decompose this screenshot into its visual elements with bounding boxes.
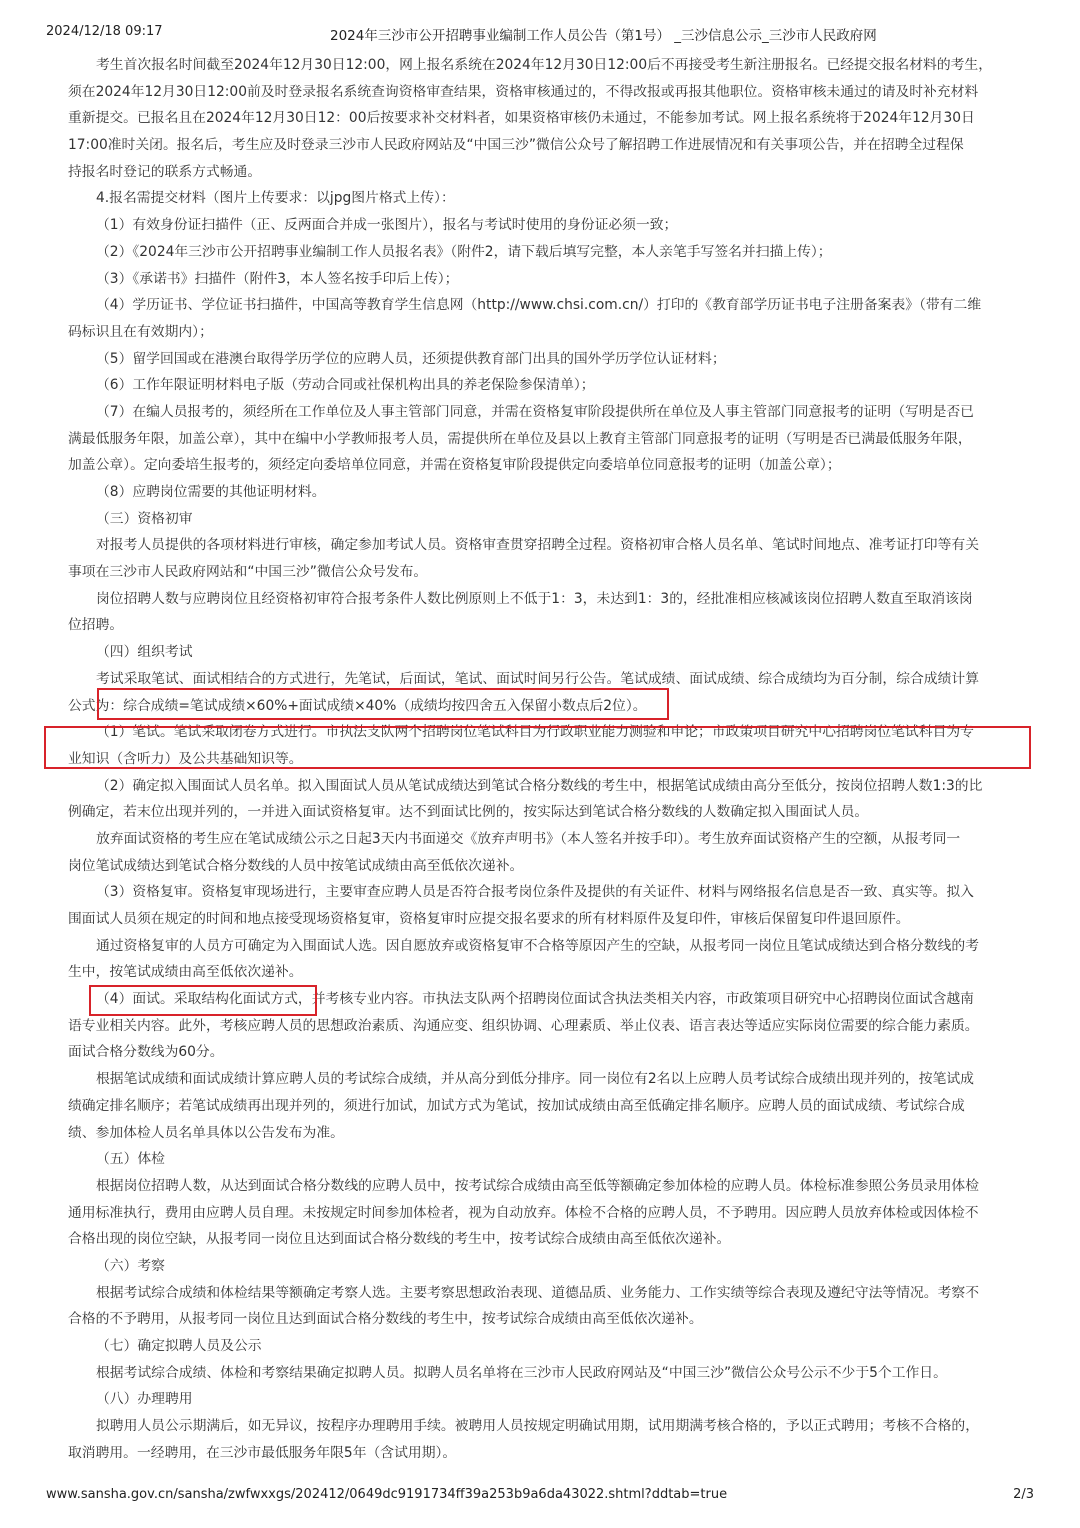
text-line: 重新提交。已报名且在2024年12月30日12：00后按要求补交材料者，如果资格审核仍未通过，不能参加考试。网上报名系统将于2024年12月30日 bbox=[68, 110, 975, 127]
text-line: 语专业相关内容。此外，考核应聘人员的思想政治素质、沟通应变、组织协调、心理素质、举止仪表、语言表达等适应实际岗位需要的综合能力素质。 bbox=[68, 1017, 979, 1034]
text-line: 位招聘。 bbox=[68, 617, 124, 634]
text-line: 码标识且在有效期内）； bbox=[68, 323, 213, 340]
text-line: 公式为：综合成绩=笔试成绩×60%+面试成绩×40%（成绩均按四舍五入保留小数点后2位）。 bbox=[68, 697, 647, 714]
text-line: （四）组织考试 bbox=[96, 644, 193, 661]
text-line: 合格的不予聘用，从报考同一岗位且达到面试合格分数线的考生中，按考试综合成绩由高至低依次递补。 bbox=[68, 1311, 703, 1328]
text-line: 根据考试综合成绩和体检结果等额确定考察人选。主要考察思想政治表现、道德品质、业务能力、工作实绩等综合表现及遵纪守法等情况。考察不 bbox=[96, 1284, 979, 1301]
text-line: 绩确定排名顺序；若笔试成绩再出现并列的，须进行加试，加试方式为笔试，按加试成绩由高至低确定排名顺序。应聘人员的面试成绩、考试综合成 bbox=[68, 1097, 965, 1114]
text-line: （1）有效身份证扫描件（正、反两面合并成一张图片），报名与考试时使用的身份证必须一致； bbox=[96, 217, 678, 234]
text-line: 根据考试综合成绩、体检和考察结果确定拟聘人员。拟聘人员名单将在三沙市人民政府网站及“中国三沙”微信公众号公示不少于5个工作日。 bbox=[96, 1364, 947, 1381]
text-line: 加盖公章）。定向委培生报考的，须经定向委培单位同意，并需在资格复审阶段提供定向委培单位同意报考的证明（加盖公章）； bbox=[68, 457, 841, 474]
text-line: （3）《承诺书》扫描件（附件3，本人签名按手印后上传）； bbox=[96, 270, 459, 287]
text-line: 业知识（含听力）及公共基础知识等。 bbox=[68, 750, 303, 767]
document-body bbox=[68, 52, 1012, 1466]
text-line: 生中，按笔试成绩由高至低依次递补。 bbox=[68, 964, 303, 981]
text-line: 绩、参加体检人员名单具体以公告发布为准。 bbox=[68, 1124, 344, 1141]
text-line: （4）面试。采取结构化面试方式，并考核专业内容。市执法支队两个招聘岗位面试含执法类相关内容，市政策项目研究中心招聘岗位面试含越南 bbox=[96, 991, 974, 1008]
text-line: 考试采取笔试、面试相结合的方式进行，先笔试，后面试，笔试、面试时间另行公告。笔试成绩、面试成绩、综合成绩均为百分制，综合成绩计算 bbox=[96, 670, 979, 687]
text-line: （6）工作年限证明材料电子版（劳动合同或社保机构出具的养老保险参保清单）； bbox=[96, 377, 595, 394]
page-title: 2024年三沙市公开招聘事业编制工作人员公告（第1号） _三沙信息公示_三沙市人民政府网 bbox=[330, 28, 877, 44]
text-line: 对报考人员提供的各项材料进行审核，确定参加考试人员。资格审查贯穿招聘全过程。资格初审合格人员名单、笔试时间地点、准考证打印等有关 bbox=[96, 537, 979, 554]
text-line: （5）留学回国或在港澳台取得学历学位的应聘人员，还须提供教育部门出具的国外学历学位认证材料； bbox=[96, 350, 726, 367]
text-line: 岗位招聘人数与应聘岗位且经资格初审符合报考条件人数比例原则上不低于1：3，未达到1：3的，经批准相应核减该岗位招聘人数直至取消该岗 bbox=[96, 590, 973, 607]
text-line: 通过资格复审的人员方可确定为入围面试人选。因自愿放弃或资格复审不合格等原因产生的空缺，从报考同一岗位且笔试成绩达到合格分数线的考 bbox=[96, 937, 979, 954]
text-line: 面试合格分数线为60分。 bbox=[68, 1044, 224, 1061]
text-line: （2）确定拟入围面试人员名单。拟入围面试人员从笔试成绩达到笔试合格分数线的考生中，根据笔试成绩由高分至低分，按岗位招聘人数1:3的比 bbox=[96, 777, 983, 794]
text-line: 考生首次报名时间截至2024年12月30日12:00，网上报名系统在2024年12月30日12:00后不再接受考生新注册报名。已经提交报名材料的考生， bbox=[96, 57, 993, 73]
text-line: 岗位笔试成绩达到笔试合格分数线的人员中按笔试成绩由高至低依次递补。 bbox=[68, 857, 524, 874]
text-line: 围面试人员须在规定的时间和地点接受现场资格复审，资格复审时应提交报名要求的所有材料原件及复印件，审核后保留复印件退回原件。 bbox=[68, 911, 910, 927]
text-line: （八）办理聘用 bbox=[96, 1391, 193, 1408]
text-line: （三）资格初审 bbox=[96, 510, 193, 527]
text-line: 合格出现的岗位空缺，从报考同一岗位且达到面试合格分数线的考生中，按考试综合成绩由高至低依次递补。 bbox=[68, 1231, 731, 1248]
text-line: 取消聘用。一经聘用，在三沙市最低服务年限5年（含试用期）。 bbox=[68, 1444, 457, 1461]
page-number: 2/3 bbox=[1013, 1487, 1034, 1502]
text-line: 拟聘用人员公示期满后，如无异议，按程序办理聘用手续。被聘用人员按规定明确试用期，试用期满考核合格的，予以正式聘用；考核不合格的， bbox=[96, 1418, 979, 1435]
text-line: （1）笔试。笔试采取闭卷方式进行。市执法支队两个招聘岗位笔试科目为行政职业能力测验和申论；市政策项目研究中心招聘岗位笔试科目为专 bbox=[96, 724, 974, 741]
text-line: 根据笔试成绩和面试成绩计算应聘人员的考试综合成绩，并从高分到低分排序。同一岗位有2名以上应聘人员考试综合成绩出现并列的，按笔试成 bbox=[96, 1071, 974, 1088]
page-url: www.sansha.gov.cn/sansha/zwfwxxgs/202412/0649dc9191734ff39a253b9a6da43022.shtml?ddtab=true bbox=[46, 1487, 728, 1502]
text-line: 事项在三沙市人民政府网站和“中国三沙”微信公众号发布。 bbox=[68, 564, 428, 581]
text-line: （8）应聘岗位需要的其他证明材料。 bbox=[96, 484, 326, 500]
text-line: 满最低服务年限，加盖公章），其中在编中小学教师报考人员，需提供所在单位及县以上教育主管部门同意报考的证明（写明是否已满最低服务年限， bbox=[68, 430, 972, 447]
text-line: （2）《2024年三沙市公开招聘事业编制工作人员报名表》（附件2，请下载后填写完整，本人亲笔手写签名并扫描上传）； bbox=[96, 243, 832, 260]
text-line: 4.报名需提交材料（图片上传要求：以jpg图片格式上传）： bbox=[96, 190, 455, 207]
text-line: 通用标准执行，费用由应聘人员自理。未按规定时间参加体检者，视为自动放弃。体检不合格的应聘人员，不予聘用。因应聘人员放弃体检或因体检不 bbox=[68, 1204, 979, 1221]
text-line: 17:00准时关闭。报名后，考生应及时登录三沙市人民政府网站及“中国三沙”微信公众号了解招聘工作进展情况和有关事项公告，并在招聘全过程保 bbox=[68, 137, 964, 154]
text-line: （六）考察 bbox=[96, 1257, 165, 1274]
text-line: （4）学历证书、学位证书扫描件，中国高等教育学生信息网（http://www.chsi.com.cn/）打印的《教育部学历证书电子注册备案表》（带有二维 bbox=[96, 297, 982, 314]
text-line: （五）体检 bbox=[96, 1151, 165, 1168]
text-line: （七）确定拟聘人员及公示 bbox=[96, 1338, 262, 1354]
print-datetime: 2024/12/18 09:17 bbox=[46, 24, 163, 39]
text-line: 放弃面试资格的考生应在笔试成绩公示之日起3天内书面递交《放弃声明书》（本人签名并按手印）。考生放弃面试资格产生的空额，从报考同一 bbox=[96, 830, 961, 847]
text-line: 持报名时登记的联系方式畅通。 bbox=[68, 163, 262, 180]
text-line: 须在2024年12月30日12:00前及时登录报名系统查询资格审查结果，资格审核通过的，不得改报或再报其他职位。资格审核未通过的请及时补充材料 bbox=[68, 83, 979, 100]
text-line: （3）资格复审。资格复审现场进行，主要审查应聘人员是否符合报考岗位条件及提供的有关证件、材料与网络报名信息是否一致、真实等。拟入 bbox=[96, 884, 974, 901]
text-line: 根据岗位招聘人数，从达到面试合格分数线的应聘人员中，按考试综合成绩由高至低等额确定参加体检的应聘人员。体检标准参照公务员录用体检 bbox=[96, 1177, 979, 1194]
text-line: （7）在编人员报考的，须经所在工作单位及人事主管部门同意，并需在资格复审阶段提供所在单位及人事主管部门同意报考的证明（写明是否已 bbox=[96, 403, 974, 420]
text-line: 例确定，若末位出现并列的，一并进入面试资格复审。达不到面试比例的，按实际达到笔试合格分数线的人数确定拟入围面试人员。 bbox=[68, 804, 869, 821]
